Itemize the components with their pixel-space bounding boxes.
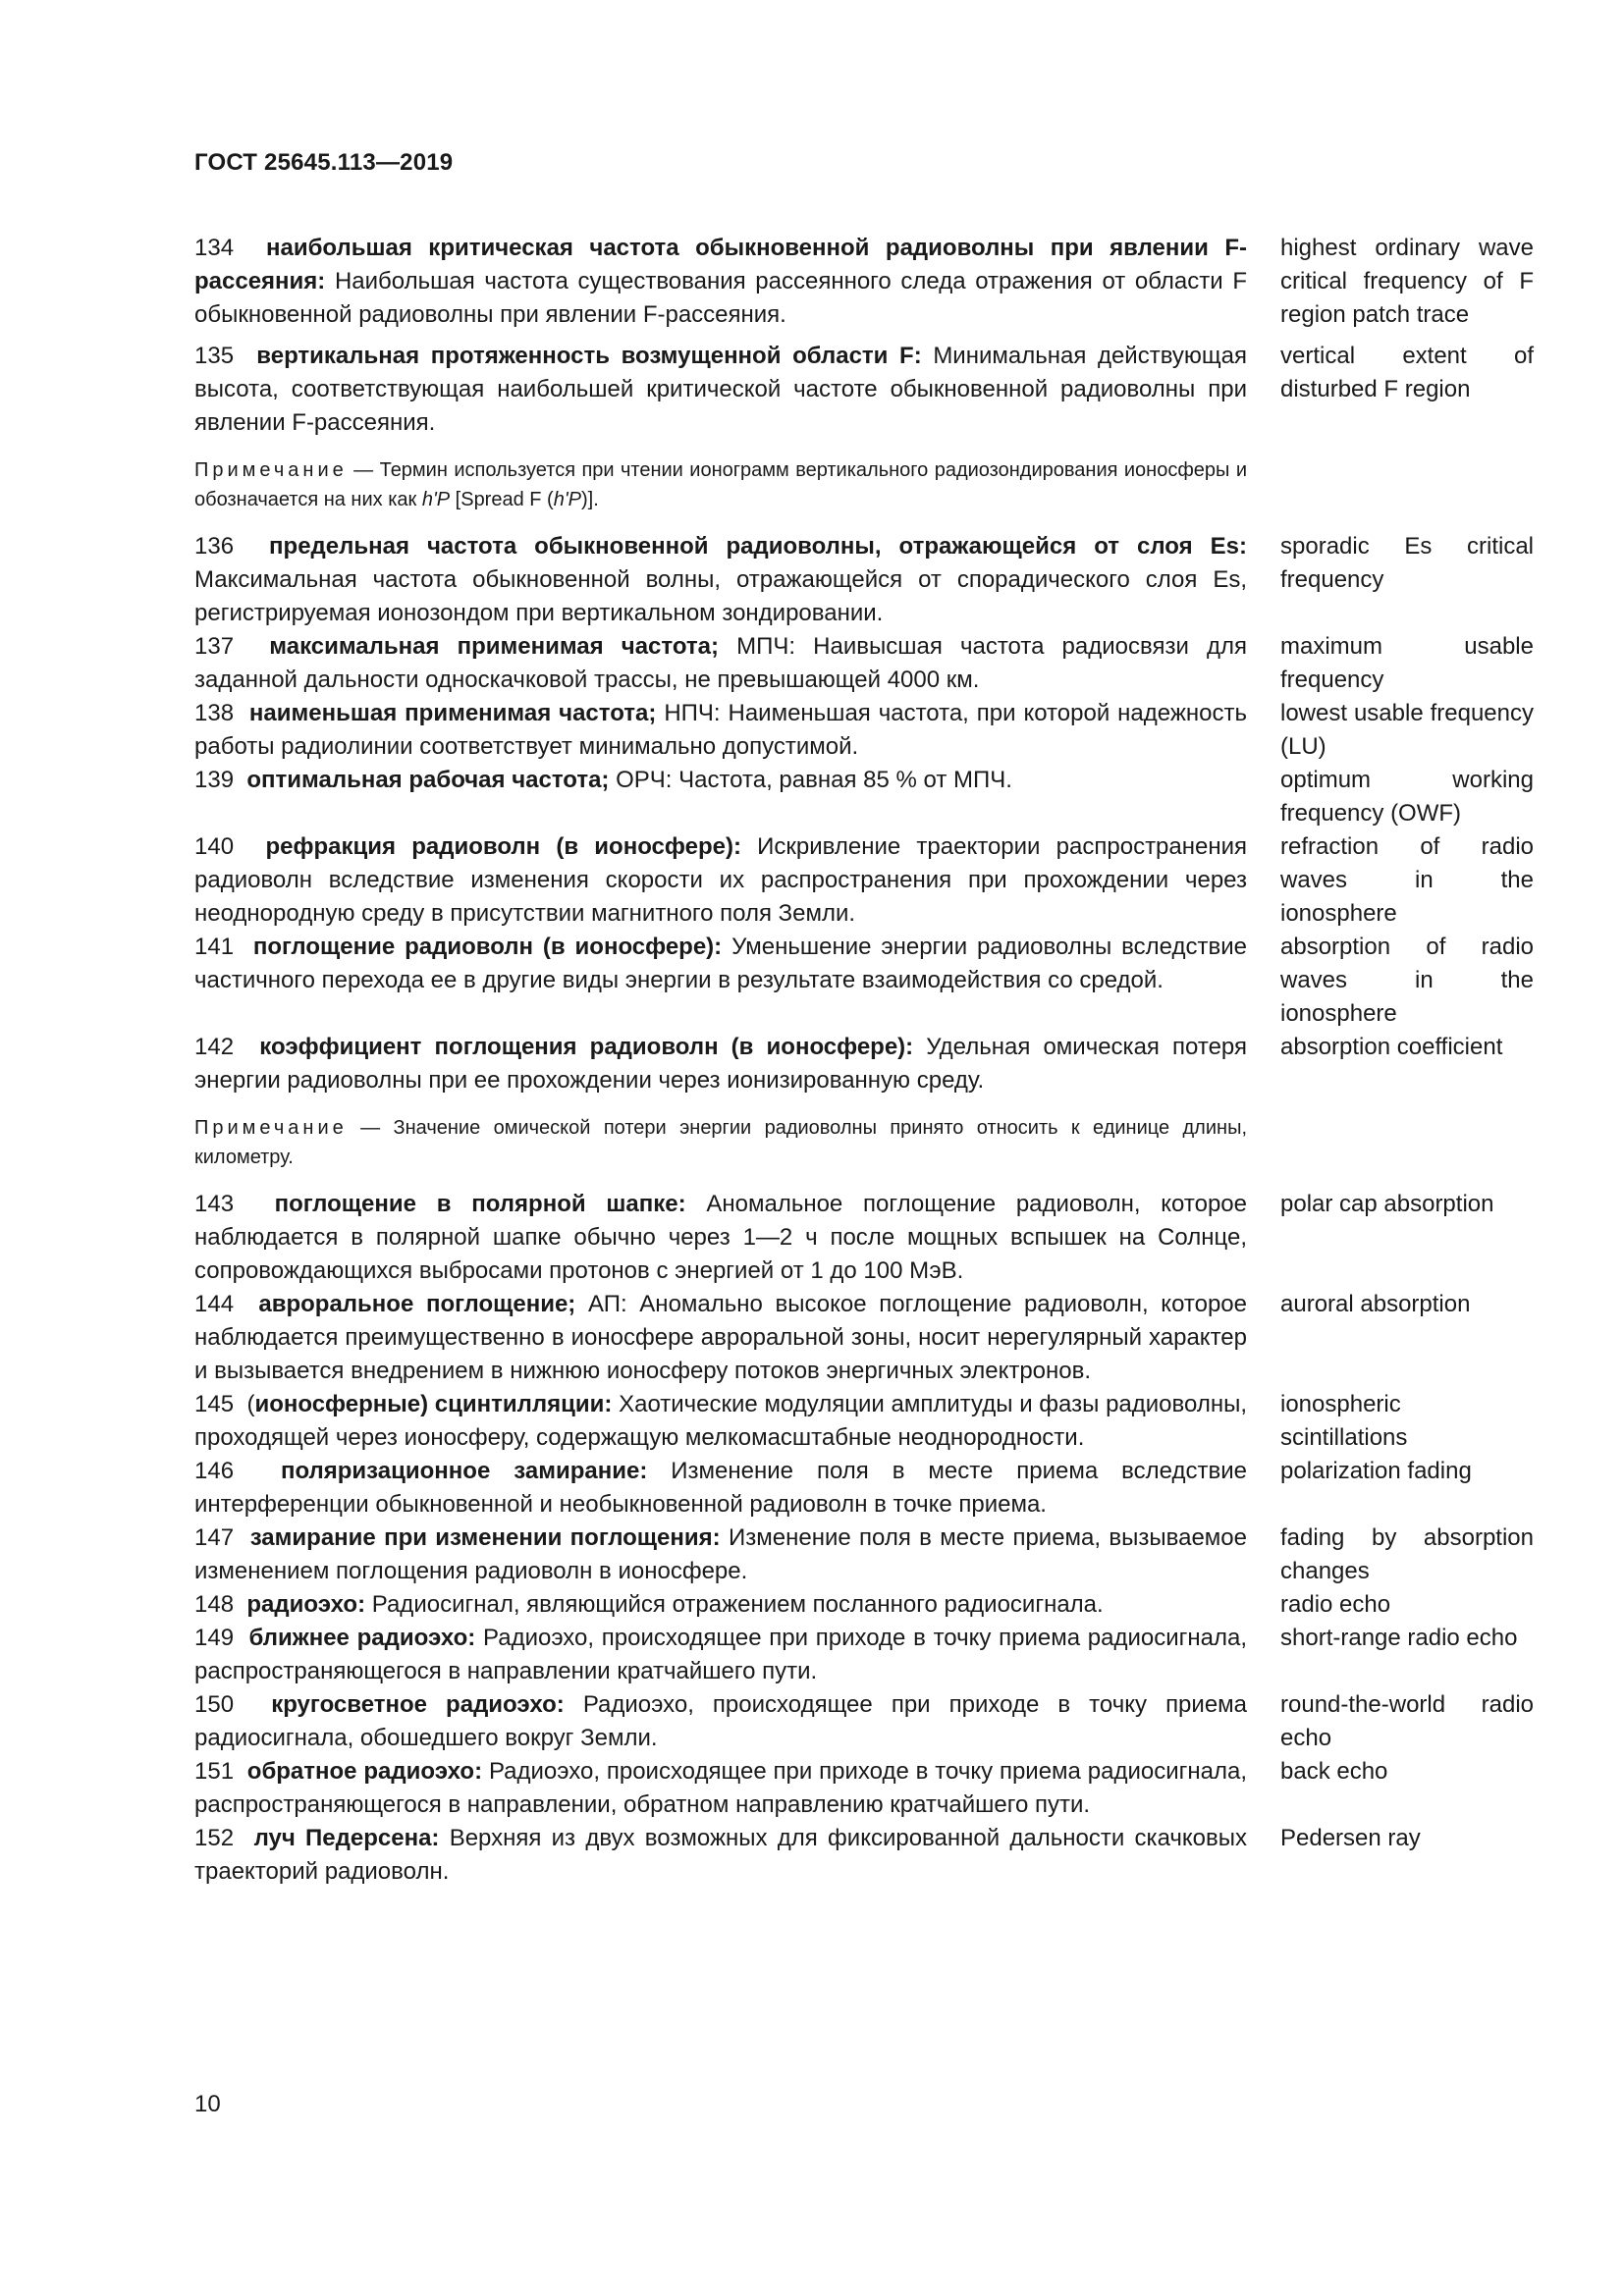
entry-en: maximum usable frequency [1280, 633, 1534, 693]
entry-en: round-the-world radio echo [1280, 1691, 1534, 1751]
entry-definition: Радиоэхо, происходящее при приходе в точку приема радиосигнала, распространяющегося в направлении, обратном направлению кратчайшего пути. [194, 1758, 1247, 1818]
entry-number: 145 [194, 1391, 235, 1417]
entry-ru [194, 1455, 1247, 1522]
entry-en: lowest usable frequency (LU) [1280, 700, 1534, 760]
entry-en: refraction of radio waves in the ionosphere [1280, 833, 1534, 927]
entry-number: 142 [194, 1034, 235, 1060]
entry-en: short-range radio echo [1280, 1625, 1518, 1651]
entry-en: optimum working frequency (OWF) [1280, 767, 1534, 827]
entry-definition: Наибольшая частота существования рассеянного следа отражения от области F обыкновенной радиоволны при явлении F-рассеяния. [194, 268, 1247, 328]
entry-definition: Удельная омическая потеря энергии радиоволны при ее прохождении через ионизированную среду. [194, 1034, 1247, 1094]
term-entry-152 [194, 1822, 1534, 1889]
entry-definition: ОРЧ: Частота, равная 85 % от МПЧ. [616, 767, 1012, 793]
entry-ru [194, 630, 1247, 697]
entry-term: поглощение в полярной шапке: [274, 1191, 686, 1217]
entry-definition: Искривление траектории распространения радиоволн вследствие изменения скорости их распространения при прохождении через неоднородную среду в присутствии магнитного поля Земли. [194, 833, 1248, 927]
entry-number: 143 [194, 1191, 235, 1217]
entry-definition: Максимальная частота обыкновенной волны, отражающейся от спорадического слоя Es, регистрируемая ионозондом при вертикальном зондировании. [194, 566, 1247, 626]
entry-ru [194, 931, 1247, 1031]
entry-ru [194, 697, 1247, 764]
entry-en: radio echo [1280, 1591, 1391, 1618]
note-label: Примечание [194, 1117, 348, 1139]
entry-definition: Изменение поля в месте приема, вызываемое изменением поглощения радиоволн в ионосфере. [194, 1524, 1248, 1584]
entry-en: absorption of radio waves in the ionosphere [1280, 934, 1534, 1027]
entry-number: 134 [194, 235, 235, 261]
entry-ru [194, 830, 1247, 931]
entry-en: polar cap absorption [1280, 1191, 1494, 1217]
entry-en: auroral absorption [1280, 1291, 1471, 1317]
terms-list [194, 232, 1534, 1889]
entry-ru [194, 764, 1247, 830]
entry-ru [194, 1388, 1247, 1455]
entry-definition: МПЧ: Наивысшая частота радиосвязи для заданной дальности односкачковой трассы, не превышающей 4000 км. [194, 633, 1248, 693]
term-entry-142 [194, 1031, 1534, 1097]
term-entry-136 [194, 530, 1534, 630]
term-entry-139 [194, 764, 1534, 830]
entry-en: highest ordinary wave critical frequency of F region patch trace [1280, 235, 1534, 328]
entry-ru [194, 1822, 1247, 1889]
term-entry-138 [194, 697, 1534, 764]
entry-ru [194, 340, 1247, 440]
entry-term: поглощение радиоволн (в ионосфере): [252, 934, 723, 960]
entry-number: 152 [194, 1825, 235, 1851]
entry-number: 141 [194, 934, 235, 960]
entry-ru [194, 1188, 1247, 1288]
entry-number: 144 [194, 1291, 235, 1317]
term-entry-148 [194, 1588, 1534, 1622]
entry-term: кругосветное радиоэхо: [271, 1691, 565, 1718]
term-entry-146 [194, 1455, 1534, 1522]
entry-ru [194, 1755, 1247, 1822]
entry-term: максимальная применимая частота; [269, 633, 720, 660]
entry-number: 139 [194, 767, 235, 793]
entry-en: Pedersen ray [1280, 1825, 1421, 1851]
entry-definition: Радиоэхо, происходящее при приходе в точку приема радиосигнала, распространяющегося в направлении кратчайшего пути. [194, 1625, 1247, 1684]
entry-number: 150 [194, 1691, 235, 1718]
note-text: Примечание — Значение омической потери энергии радиоволны принято относить к единице длины, километру. [194, 1117, 1247, 1168]
entry-number: 149 [194, 1625, 235, 1651]
entry-term: радиоэхо: [246, 1591, 366, 1618]
entry-definition: Изменение поля в месте приема вследствие интерференции обыкновенной и необыкновенной радиоволн в точке приема. [194, 1458, 1247, 1518]
entry-number: 136 [194, 533, 235, 560]
term-entry-134 [194, 232, 1534, 332]
entry-ru [194, 530, 1247, 630]
entry-term: ионосферные) сцинтилляции: [254, 1391, 613, 1417]
entry-term: наименьшая применимая частота; [248, 700, 657, 726]
entry-en: vertical extent of disturbed F region [1280, 343, 1534, 402]
term-entry-144 [194, 1288, 1534, 1388]
entry-en: polarization fading [1280, 1458, 1472, 1484]
entry-term: рефракция радиоволн (в ионосфере): [265, 833, 741, 860]
entry-number: 138 [194, 700, 235, 726]
entry-ru [194, 1522, 1247, 1588]
entry-definition: Верхняя из двух возможных для фиксированной дальности скачковых траекторий радиоволн. [194, 1825, 1248, 1885]
entry-term: коэффициент поглощения радиоволн (в ионосфере): [259, 1034, 914, 1060]
note-label: Примечание [194, 459, 348, 481]
entry-term: оптимальная рабочая частота; [246, 767, 610, 793]
entry-ru [194, 1622, 1247, 1688]
note-entry [194, 455, 1534, 514]
entry-term: обратное радиоэхо: [246, 1758, 483, 1785]
page-number: 10 [194, 2091, 221, 2117]
term-entry-149 [194, 1622, 1534, 1688]
entry-definition: Радиосигнал, являющийся отражением посланного радиосигнала. [371, 1591, 1104, 1618]
entry-term: предельная частота обыкновенной радиоволны, отражающейся от слоя Es: [269, 533, 1247, 560]
entry-en: absorption coefficient [1280, 1034, 1503, 1060]
entry-en: ionospheric scintillations [1280, 1391, 1408, 1451]
entry-ru [194, 232, 1247, 332]
entry-ru [194, 1688, 1247, 1755]
entry-term: ближнее радиоэхо: [248, 1625, 476, 1651]
entry-number: 147 [194, 1524, 235, 1551]
term-entry-137 [194, 630, 1534, 697]
entry-number: 137 [194, 633, 235, 660]
term-entry-151 [194, 1755, 1534, 1822]
entry-definition: Аномальное поглощение радиоволн, которое наблюдается в полярной шапке обычно через 1—2 ч после мощных вспышек на Солнце, сопровождающихся выбросами протонов с энергией от 1 до 100 МэВ. [194, 1191, 1247, 1284]
entry-definition: Радиоэхо, происходящее при приходе в точку приема радиосигнала, обошедшего вокруг Земли. [194, 1691, 1248, 1751]
term-entry-147 [194, 1522, 1534, 1588]
entry-term: вертикальная протяженность возмущенной области F: [256, 343, 922, 369]
entry-number: 135 [194, 343, 235, 369]
entry-term: поляризационное замирание: [280, 1458, 648, 1484]
entry-number: 140 [194, 833, 235, 860]
entry-term-prefix: ( [246, 1391, 255, 1417]
term-entry-143 [194, 1188, 1534, 1288]
entry-term: луч Педерсена: [253, 1825, 440, 1851]
entry-definition: Минимальная действующая высота, соответствующая наибольшей критической частоте обыкновенной радиоволны при явлении F-рассеяния. [194, 343, 1247, 436]
entry-ru [194, 1288, 1247, 1388]
entry-definition: Хаотические модуляции амплитуды и фазы радиоволны, проходящей через ионосферу, содержащую мелкомасштабные неоднородности. [194, 1391, 1248, 1451]
entry-ru [194, 1031, 1247, 1097]
entry-ru [194, 1588, 1247, 1622]
note-text: Примечание — Термин используется при чтении ионограмм вертикального радиозондирования ионосферы и обозначается на них как h'P [Spread F (h'P)]. [194, 459, 1247, 510]
term-entry-140 [194, 830, 1534, 931]
entry-term: замирание при изменении поглощения: [249, 1524, 721, 1551]
entry-definition: АП: Аномально высокое поглощение радиоволн, которое наблюдается преимущественно в ионосфере авроральной зоны, носит нерегулярный характер и вызывается внедрением в нижнюю ионосферу потоков энергичных электронов. [194, 1291, 1248, 1384]
entry-definition: НПЧ: Наименьшая частота, при которой надежность работы радиолинии соответствует минимально допустимой. [194, 700, 1247, 760]
entry-number: 146 [194, 1458, 235, 1484]
entry-number: 151 [194, 1758, 235, 1785]
note-entry [194, 1113, 1534, 1172]
term-entry-141 [194, 931, 1534, 1031]
entry-definition: Уменьшение энергии радиоволны вследствие частичного перехода ее в другие виды энергии в результате взаимодействия со средой. [194, 934, 1247, 993]
document-header: ГОСТ 25645.113—2019 [194, 149, 454, 176]
term-entry-150 [194, 1688, 1534, 1755]
entry-number: 148 [194, 1591, 235, 1618]
entry-term: наибольшая критическая частота обыкновенной радиоволны при явлении F-рассеяния: [194, 235, 1248, 294]
term-entry-135 [194, 340, 1534, 440]
term-entry-145 [194, 1388, 1534, 1455]
entry-term: авроральное поглощение; [258, 1291, 576, 1317]
entry-en: back echo [1280, 1758, 1388, 1785]
entry-en: sporadic Es critical frequency [1280, 533, 1534, 593]
entry-en: fading by absorption changes [1280, 1524, 1534, 1584]
